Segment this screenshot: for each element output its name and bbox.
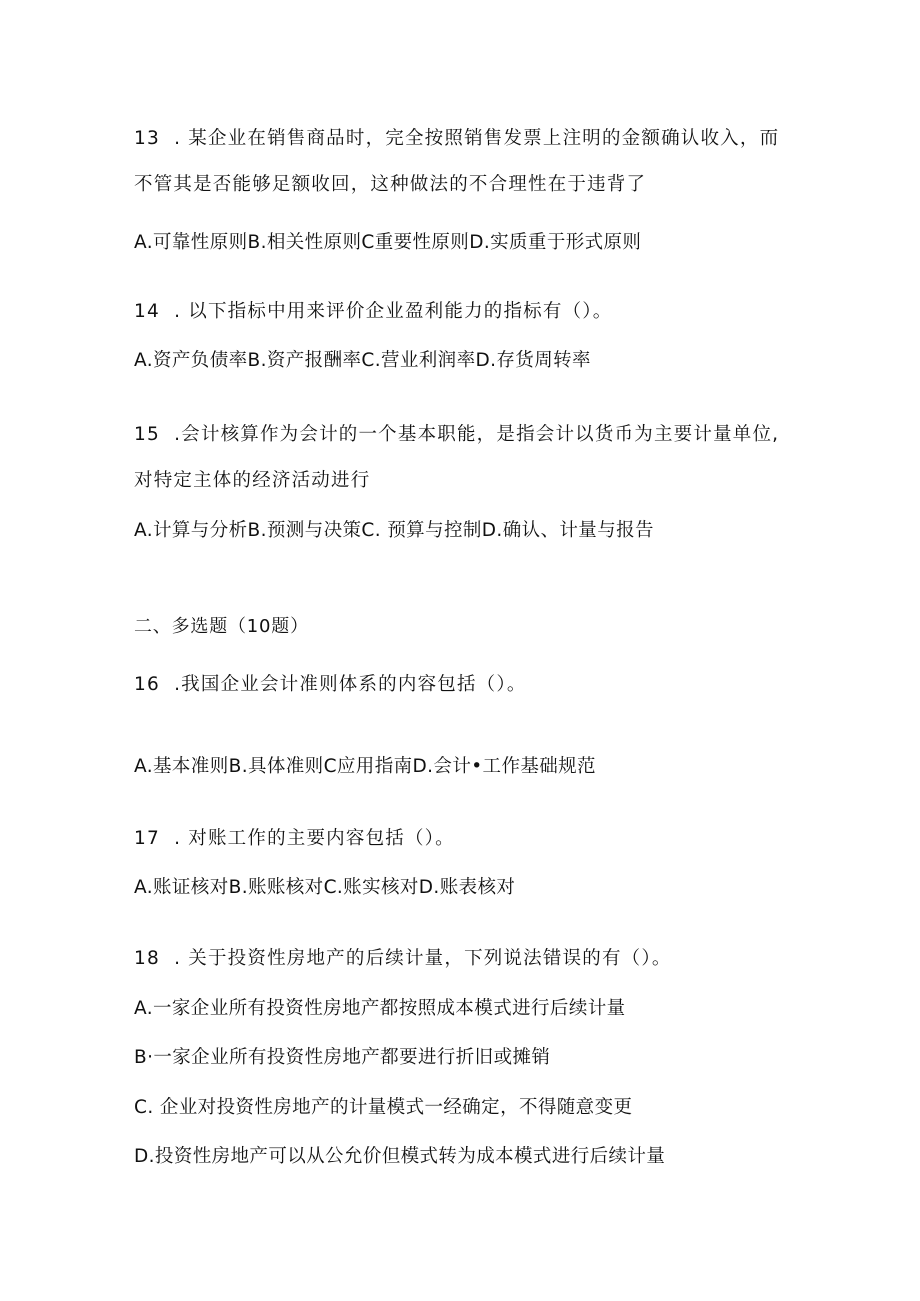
question-14-text: 14 . 以下指标中用来评价企业盈利能力的指标有（）。 — [134, 301, 613, 322]
question-17-text: 17 . 对账工作的主要内容包括（）。 — [134, 828, 455, 849]
question-18-option-d: D.投资性房地产可以从公允价但模式转为成本模式进行后续计量 — [134, 1146, 666, 1167]
question-13-options: A.可靠性原则B.相关性原则C重要性原则D.实质重于形式原则 — [134, 232, 642, 253]
question-16-options: A.基本准则B.具体准则C应用指南D.会计•工作基础规范 — [134, 756, 596, 777]
question-15-options: A.计算与分析B.预测与决策C. 预算与控制D.确认、计量与报告 — [134, 520, 654, 541]
question-18-option-b: B·一家企业所有投资性房地产都要进行折旧或摊销 — [134, 1047, 551, 1068]
section-heading: 二、多选题（10题） — [134, 616, 309, 637]
question-18-text: 18 . 关于投资性房地产的后续计量，下列说法错误的有（）。 — [134, 948, 672, 969]
question-15-text-line-1: 15 .会计核算作为会计的一个基本职能，是指会计以货币为主要计量单位, — [134, 424, 780, 445]
question-18-option-a: A.一家企业所有投资性房地产都按照成本模式进行后续计量 — [134, 998, 626, 1019]
question-13-text-line-2: 不管其是否能够足额收回，这种做法的不合理性在于违背了 — [134, 174, 647, 195]
question-14-options: A.资产负债率B.资产报酬率C.营业利润率D.存货周转率 — [134, 350, 591, 371]
question-16-text: 16 .我国企业会计准则体系的内容包括（）。 — [134, 674, 527, 695]
question-13-text-line-1: 13 . 某企业在销售商品时，完全按照销售发票上注明的金额确认收入，而 — [134, 128, 780, 149]
question-15-text-line-2: 对特定主体的经济活动进行 — [134, 470, 371, 491]
question-18-option-c: C. 企业对投资性房地产的计量模式一经确定，不得随意变更 — [134, 1097, 633, 1118]
question-17-options: A.账证核对B.账账核对C.账实核对D.账表核对 — [134, 877, 516, 898]
